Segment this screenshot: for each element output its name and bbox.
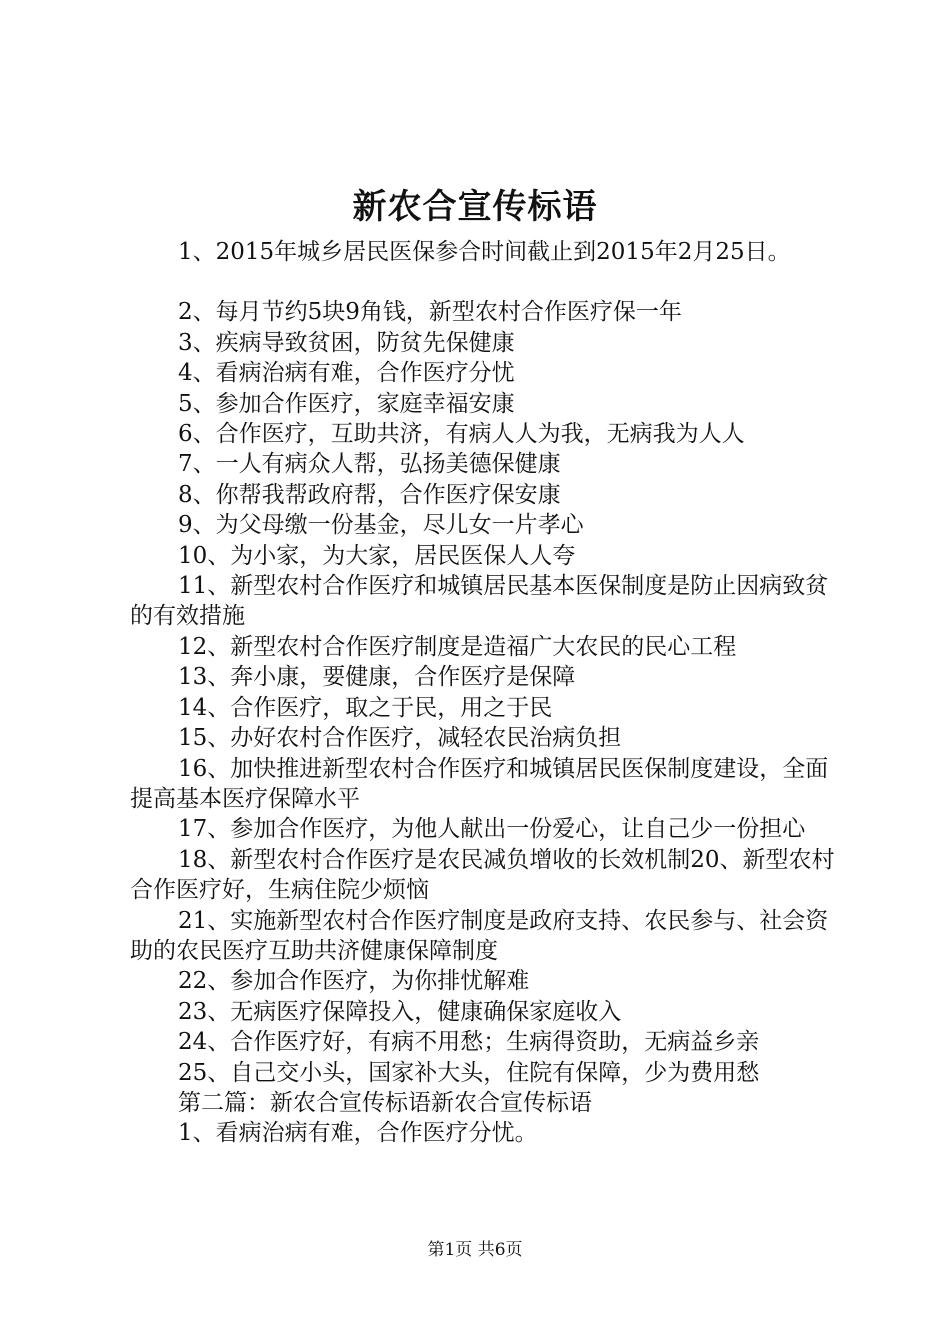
slogan-paragraph: 14、合作医疗，取之于民，用之于民 xyxy=(178,694,553,721)
page-number-footer: 第1页 共6页 xyxy=(427,1240,523,1260)
slogan-paragraph: 12、新型农村合作医疗制度是造福广大农民的民心工程 xyxy=(178,633,737,660)
slogan-paragraph: 3、疾病导致贫困，防贫先保健康 xyxy=(178,329,515,356)
slogan-paragraph: 7、一人有病众人帮，弘扬美德保健康 xyxy=(178,451,561,478)
slogan-paragraph: 1、看病治病有难，合作医疗分忧。 xyxy=(178,1120,538,1147)
slogan-paragraph: 6、合作医疗，互助共济，有病人人为我，无病我为人人 xyxy=(178,421,745,448)
slogan-paragraph: 17、参加合作医疗，为他人献出一份爱心，让自己少一份担心 xyxy=(178,816,806,843)
slogan-paragraph: 8、你帮我帮政府帮，合作医疗保安康 xyxy=(178,481,561,508)
slogan-paragraph: 23、无病医疗保障投入，健康确保家庭收入 xyxy=(178,998,622,1025)
slogan-paragraph: 4、看病治病有难，合作医疗分忧 xyxy=(178,360,515,387)
slogan-paragraph: 9、为父母缴一份基金，尽儿女一片孝心 xyxy=(178,512,584,539)
slogan-paragraph: 2、每月节约5块9角钱，新型农村合作医疗保一年 xyxy=(178,299,682,326)
slogan-paragraph: 5、参加合作医疗，家庭幸福安康 xyxy=(178,390,515,417)
slogan-paragraph: 16、加快推进新型农村合作医疗和城镇居民医保制度建设，全面提高基本医疗保障水平 xyxy=(130,755,829,812)
slogan-paragraph: 25、自己交小头，国家补大头，住院有保障，少为费用愁 xyxy=(178,1059,760,1086)
slogan-paragraph: 15、办好农村合作医疗，减轻农民治病负担 xyxy=(178,725,622,752)
slogan-paragraph: 21、实施新型农村合作医疗制度是政府支持、农民参与、社会资助的农民医疗互助共济健康保障制度 xyxy=(130,907,829,964)
document-body xyxy=(130,237,850,1149)
slogan-paragraph: 18、新型农村合作医疗是农民减负增收的长效机制20、新型农村合作医疗好，生病住院少烦恼 xyxy=(130,846,835,904)
slogan-paragraph: 10、为小家，为大家，居民医保人人夸 xyxy=(178,542,576,569)
document-title: 新农合宣传标语 xyxy=(352,187,598,227)
slogan-paragraph: 11、新型农村合作医疗和城镇居民基本医保制度是防止因病致贫的有效措施 xyxy=(130,573,829,630)
slogan-paragraph: 1、2015年城乡居民医保参合时间截止到2015年2月25日。 xyxy=(178,239,791,265)
slogan-paragraph: 24、合作医疗好，有病不用愁；生病得资助，无病益乡亲 xyxy=(178,1029,760,1056)
slogan-paragraph: 13、奔小康，要健康，合作医疗是保障 xyxy=(178,664,576,691)
section-heading: 第二篇：新农合宣传标语新农合宣传标语 xyxy=(178,1089,592,1116)
slogan-paragraph: 22、参加合作医疗，为你排忧解难 xyxy=(178,968,530,995)
